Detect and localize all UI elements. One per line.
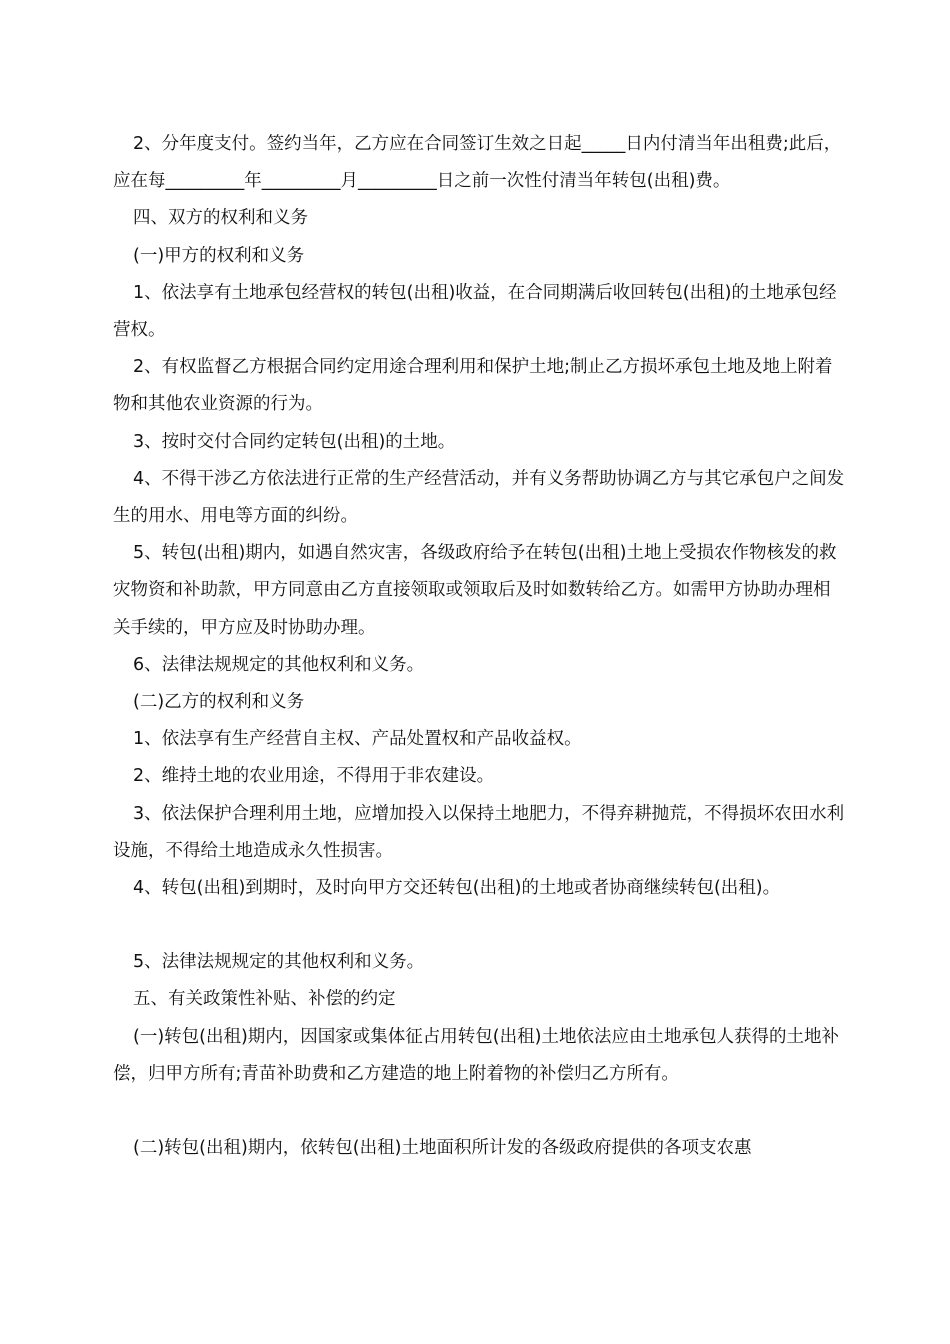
section-heading-rights-obligations: 四、双方的权利和义务 — [133, 208, 308, 229]
party-a-item-5: 5、转包(出租)期内，如遇自然灾害，各级政府给予在转包(出租)土地上受损农作物核发的救灾物资和补助款，甲方同意由乙方直接领取或领取后及时如数转给乙方。如需甲方协助办理相关手续的，甲方应及时协助办理。 — [113, 543, 837, 638]
party-b-item-3: 3、依法保护合理利用土地，应增加投入以保持土地肥力，不得弃耕抛荒，不得损坏农田水利设施，不得给土地造成永久性损害。 — [113, 803, 845, 861]
party-a-item-1: 1、依法享有土地承包经营权的转包(出租)收益，在合同期满后收回转包(出租)的土地承包经营权。 — [113, 282, 837, 341]
party-a-item-6: 6、法律法规规定的其他权利和义务。 — [133, 654, 425, 675]
paragraph-annual-payment: 2、分年度支付。签约当年，乙方应在合同签订生效之日起_____日内付清当年出租费;此后，应在每_________年_________月_________日之前一次性付清当年转包(出租)费。 — [113, 134, 842, 192]
blank-line — [113, 1093, 845, 1130]
party-b-item-2: 2、维持土地的农业用途，不得用于非农建设。 — [133, 766, 495, 787]
subsidy-item-2: (二)转包(出租)期内，依转包(出租)土地面积所计发的各级政府提供的各项支农惠 — [133, 1138, 752, 1159]
subsidy-item-1: (一)转包(出租)期内，因国家或集体征占用转包(出租)土地依法应由土地承包人获得的土地补偿，归甲方所有;青苗补助费和乙方建造的地上附着物的补偿归乙方所有。 — [113, 1026, 839, 1084]
party-a-item-2: 2、有权监督乙方根据合同约定用途合理利用和保护土地;制止乙方损坏承包土地及地上附着物和其他农业资源的行为。 — [113, 357, 833, 415]
section-heading-subsidies: 五、有关政策性补贴、补偿的约定 — [133, 989, 396, 1010]
party-b-item-5: 5、法律法规规定的其他权利和义务。 — [133, 952, 425, 973]
party-b-item-1: 1、依法享有生产经营自主权、产品处置权和产品收益权。 — [133, 729, 582, 750]
blank-line — [113, 907, 845, 944]
party-a-item-4: 4、不得干涉乙方依法进行正常的生产经营活动，并有义务帮助协调乙方与其它承包户之间发生的用水、用电等方面的纠纷。 — [113, 468, 845, 527]
party-b-item-4: 4、转包(出租)到期时，及时向甲方交还转包(出租)的土地或者协商继续转包(出租)。 — [133, 878, 781, 899]
subsection-heading-party-a: (一)甲方的权利和义务 — [133, 245, 305, 266]
document-body — [113, 126, 845, 1167]
party-a-item-3: 3、按时交付合同约定转包(出租)的土地。 — [133, 431, 456, 452]
subsection-heading-party-b: (二)乙方的权利和义务 — [133, 692, 305, 713]
